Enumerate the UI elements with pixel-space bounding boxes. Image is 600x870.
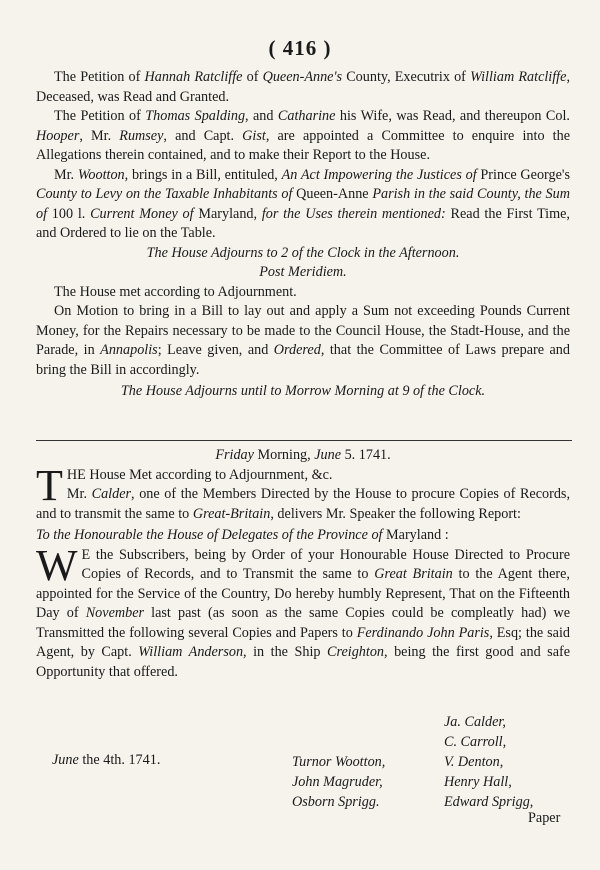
paragraph-wootton-bill: Mr. Wootton, brings in a Bill, entituled, An Act Impowering the Justices of Prince George's County to Levy on the Taxable Inhabitants of Queen-Anne Parish in the said County, the Sum of 100 l. Current Money of Maryland, for the Uses therein mentioned: Read the First Time, and Ordered to lie on the Table. xyxy=(36,166,570,241)
paragraph-subscribers: W E the Subscribers, being by Order of your Honourable House Directed to Procure Copies of Records, and to Transmit the same to Great Britain to the Agent there, appointed for the Service of the Country, Do hereby humbly Represent, That on the Fifteenth Day of November last past (as soon as the same Copies could be compleatly had) we Transmitted the following several Copies and Papers to Ferdinando John Paris, Esq; the said Agent, by Capt. William Anderson, in the Ship Creighton, being the first good and safe Opportunity that offered. xyxy=(36,540,571,680)
section-divider xyxy=(36,440,572,441)
paragraph-calder-report: T HE House Met according to Adjournment, &c. Mr. Calder, one of the Members Directed by the House to procure Copies of Records, and to transmit the same to Great-Britain, delivers Mr. Speaker the following Report: xyxy=(36,460,570,522)
dropcap-w: W xyxy=(36,540,78,590)
signature: Turnor Wootton, xyxy=(292,754,386,770)
post-meridiem-heading: Post Meridiem. xyxy=(259,264,347,280)
friday-heading: Friday Morning, June 5. 1741. xyxy=(215,447,391,463)
signature: C. Carroll, xyxy=(444,734,507,750)
body-text-lower xyxy=(36,446,570,682)
dropcap-t: T xyxy=(36,460,63,510)
signature: Edward Sprigg, xyxy=(444,794,534,810)
paragraph-spalding-petition: The Petition of Thomas Spalding, and Catharine his Wife, was Read, and thereupon Col. Hooper, Mr. Rumsey, and Capt. Gist, are appointed a Committee to enquire into the Allegations therein contained, and to make their Report to the House. xyxy=(36,108,571,163)
signatures-left xyxy=(292,752,385,812)
date-signed: June the 4th. 1741. xyxy=(52,752,161,768)
adjournment-morrow: The House Adjourns until to Morrow Morning at 9 of the Clock. xyxy=(120,383,486,399)
signature: Henry Hall, xyxy=(444,774,512,790)
paragraph-motion-repairs: On Motion to bring in a Bill to lay out and apply a Sum not exceeding Pounds Current Money, for the Repairs necessary to be made to the Council House, the Stadt-House, and the Parade, in Annapolis; Leave given, and Ordered, that the Committee of Laws prepare and bring the Bill in accordingly. xyxy=(36,303,570,378)
signature: V. Denton, xyxy=(444,754,504,770)
paragraph-ratcliffe-petition: The Petition of Hannah Ratcliffe of Queen-Anne's County, Executrix of William Ratcliffe, Deceased, was Read and Granted. xyxy=(36,69,570,105)
signature: Ja. Calder, xyxy=(444,714,506,730)
adjournment-afternoon: The House Adjourns to 2 of the Clock in the Afternoon. xyxy=(146,244,460,261)
page-number: ( 416 ) xyxy=(268,36,332,60)
address-line: To the Honourable the House of Delegates of the Province of Maryland : xyxy=(36,527,449,543)
body-text-upper xyxy=(36,68,570,402)
catchword: Paper xyxy=(528,810,561,826)
signature: Osborn Sprigg. xyxy=(292,794,380,810)
paragraph-house-met: The House met according to Adjournment. xyxy=(54,283,297,300)
signatures-right xyxy=(444,712,533,812)
signature: John Magruder, xyxy=(292,774,383,790)
